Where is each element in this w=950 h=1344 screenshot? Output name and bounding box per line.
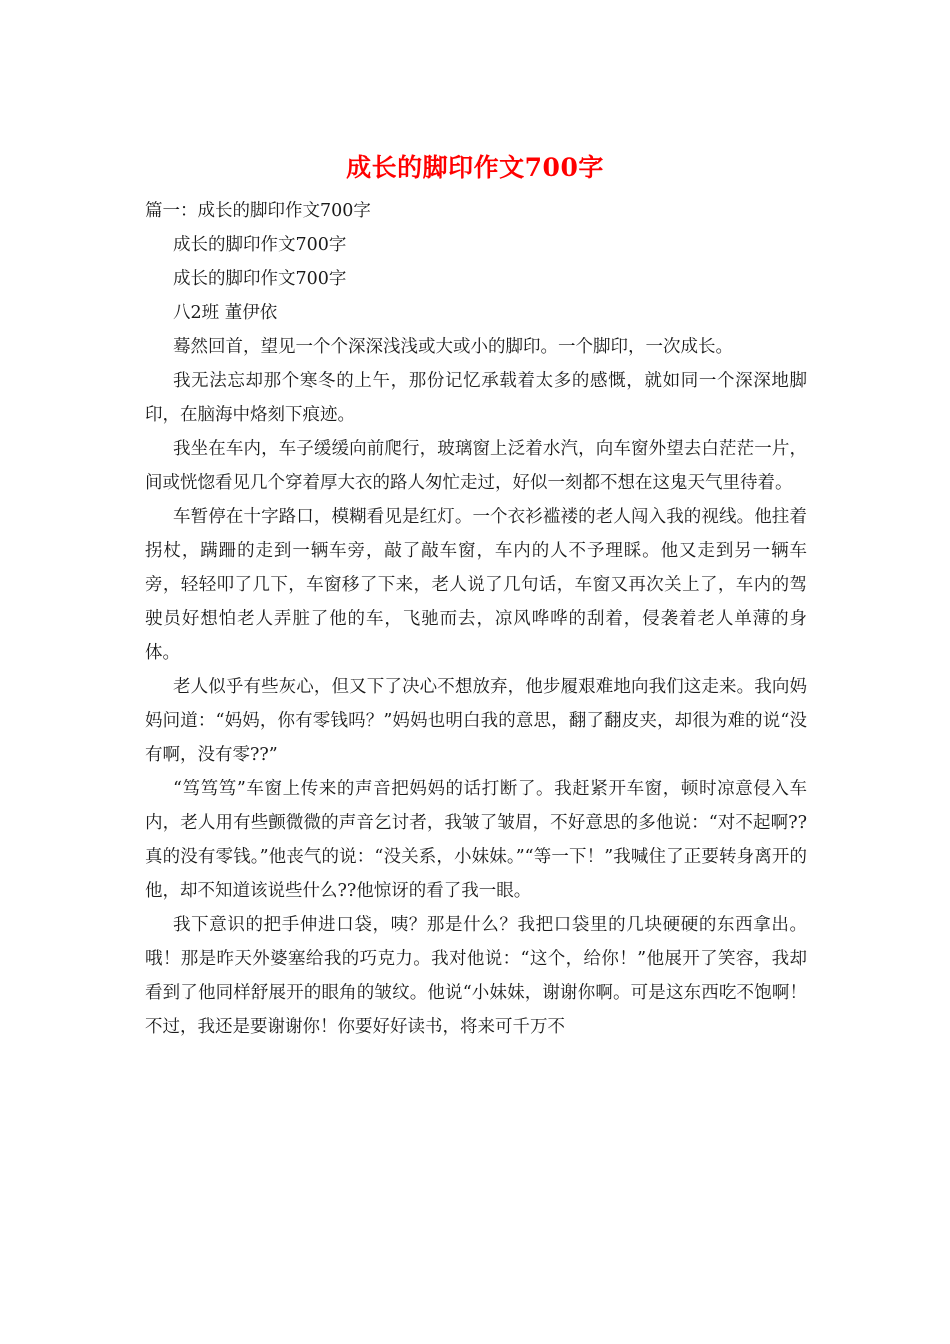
document-body (145, 194, 807, 1044)
paragraph: 我下意识的把手伸进口袋，咦？那是什么？我把口袋里的几块硬硬的东西拿出。哦！那是昨天外婆塞给我的巧克力。我对他说：“这个，给你！”他展开了笑容，我却看到了他同样舒展开的眼角的皱纹。他说“小妹妹，谢谢你啊。可是这东西吃不饱啊！不过，我还是要谢谢你！你要好好读书，将来可千万不 (145, 915, 807, 1037)
paragraph: 老人似乎有些灰心，但又下了决心不想放弃，他步履艰难地向我们这走来。我向妈妈问道：“妈妈，你有零钱吗？”妈妈也明白我的意思，翻了翻皮夹，却很为难的说“没有啊，没有零??” (145, 677, 807, 765)
paragraph: 我无法忘却那个寒冬的上午，那份记忆承载着太多的感慨，就如同一个深深地脚印，在脑海中烙刻下痕迹。 (145, 371, 807, 425)
paragraph: 成长的脚印作文700字 (173, 269, 347, 289)
paragraph: 八2班 董伊依 (173, 303, 278, 323)
paragraph: 车暂停在十字路口，模糊看见是红灯。一个衣衫褴褛的老人闯入我的视线。他拄着拐杖，蹒跚的走到一辆车旁，敲了敲车窗，车内的人不予理睬。他又走到另一辆车旁，轻轻叩了几下，车窗移了下来，老人说了几句话，车窗又再次关上了，车内的驾驶员好想怕老人弄脏了他的车，飞驰而去，凉风哗哗的刮着，侵袭着老人单薄的身体。 (145, 507, 807, 663)
paragraph: 蓦然回首，望见一个个深深浅浅或大或小的脚印。一个脚印，一次成长。 (173, 337, 733, 357)
document-title: 成长的脚印作文700字 (346, 153, 604, 182)
paragraph: “笃笃笃”车窗上传来的声音把妈妈的话打断了。我赶紧开车窗，顿时凉意侵入车内，老人用有些颤微微的声音乞讨者，我皱了皱眉，不好意思的多他说：“对不起啊??真的没有零钱。”他丧气的说：“没关系，小妹妹。”“等一下！”我喊住了正要转身离开的他，却不知道该说些什么??他惊讶的看了我一眼。 (145, 779, 807, 901)
paragraph: 我坐在车内，车子缓缓向前爬行，玻璃窗上泛着水汽，向车窗外望去白茫茫一片，间或恍惚看见几个穿着厚大衣的路人匆忙走过，好似一刻都不想在这鬼天气里待着。 (145, 439, 807, 493)
paragraph: 篇一：成长的脚印作文700字 (145, 201, 371, 221)
paragraph: 成长的脚印作文700字 (173, 235, 347, 255)
